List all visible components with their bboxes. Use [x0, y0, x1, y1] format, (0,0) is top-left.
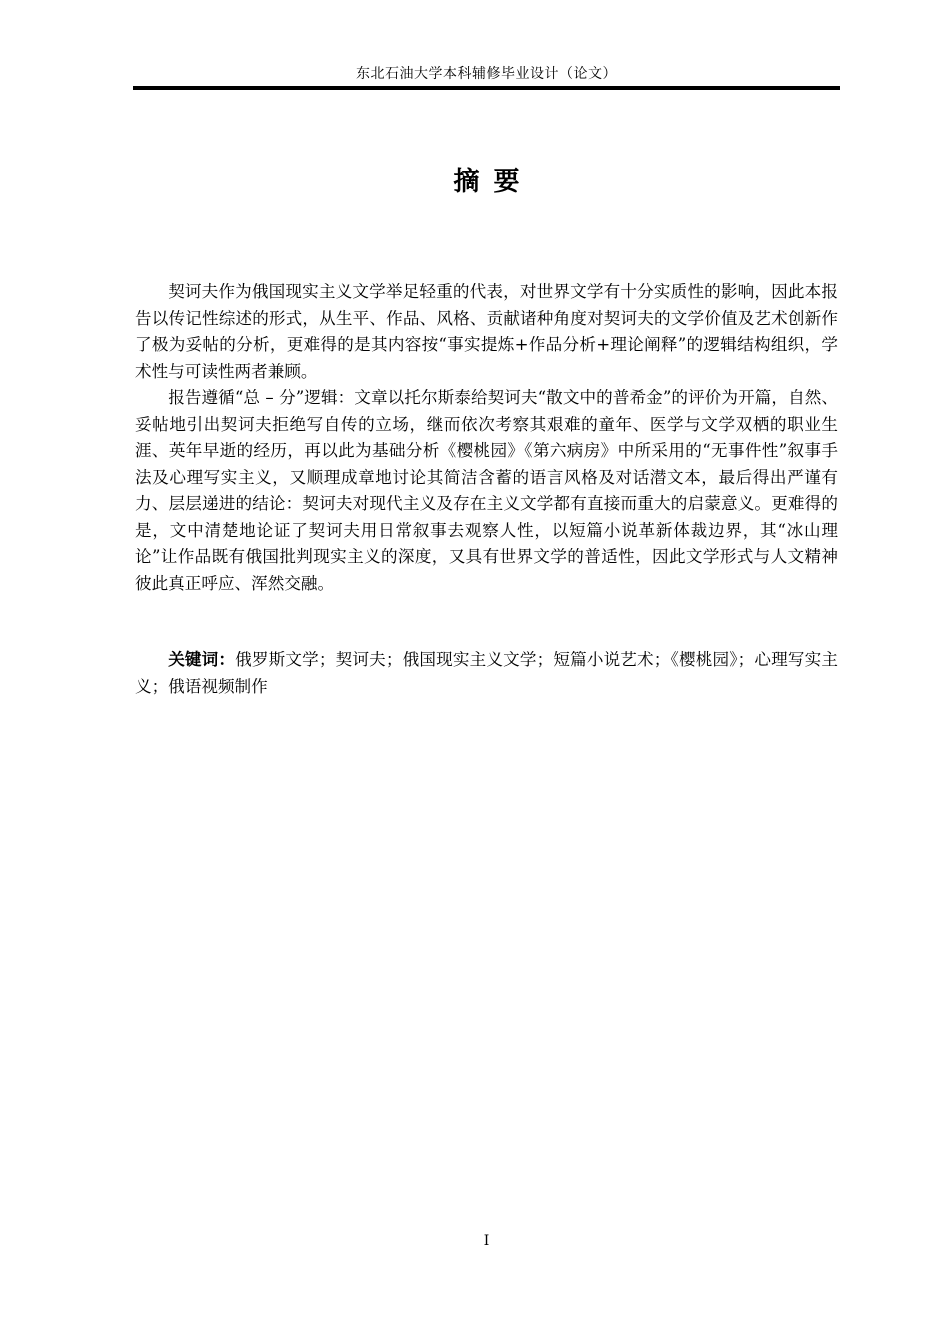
abstract-title: 摘要: [453, 167, 534, 197]
abstract-paragraph-1: 契诃夫作为俄国现实主义文学举足轻重的代表，对世界文学有十分实质性的影响，因此本报告以传记性综述的形式，从生平、作品、风格、贡献诸种角度对契诃夫的文学价值及艺术创新作了极为妥帖的分析，更难得的是其内容按“事实提炼+作品分析+理论阐释”的逻辑结构组织，学术性与可读性两者兼顾。: [135, 282, 838, 381]
header-rule: [133, 86, 840, 90]
abstract-paragraph-2: 报告遵循“总 – 分”逻辑：文章以托尔斯泰给契诃夫“散文中的普希金”的评价为开篇，自然、妥帖地引出契诃夫拒绝写自传的立场，继而依次考察其艰难的童年、医学与文学双栖的职业生涯、英年早逝的经历，再以此为基础分析《樱桃园》《第六病房》中所采用的“无事件性”叙事手法及心理写实主义，又顺理成章地讨论其简洁含蓄的语言风格及对话潜文本，最后得出严谨有力、层层递进的结论：契诃夫对现代主义及存在主义文学都有直接而重大的启蒙意义。更难得的是，文中清楚地论证了契诃夫用日常叙事去观察人性，以短篇小说革新体裁边界，其“冰山理论”让作品既有俄国批判现实主义的深度，又具有世界文学的普适性，因此文学形式与人文精神彼此真正呼应、浑然交融。: [135, 388, 838, 593]
keywords-label: 关键词：: [168, 650, 236, 669]
keywords: [135, 647, 838, 700]
abstract-body: [135, 279, 838, 597]
keywords-text: 俄罗斯文学；契诃夫；俄国现实主义文学；短篇小说艺术；《樱桃园》；心理写实主义；俄语视频制作: [135, 650, 838, 696]
page-header: 东北石油大学本科辅修毕业设计（论文）: [356, 66, 617, 82]
page-number: I: [483, 1233, 490, 1249]
